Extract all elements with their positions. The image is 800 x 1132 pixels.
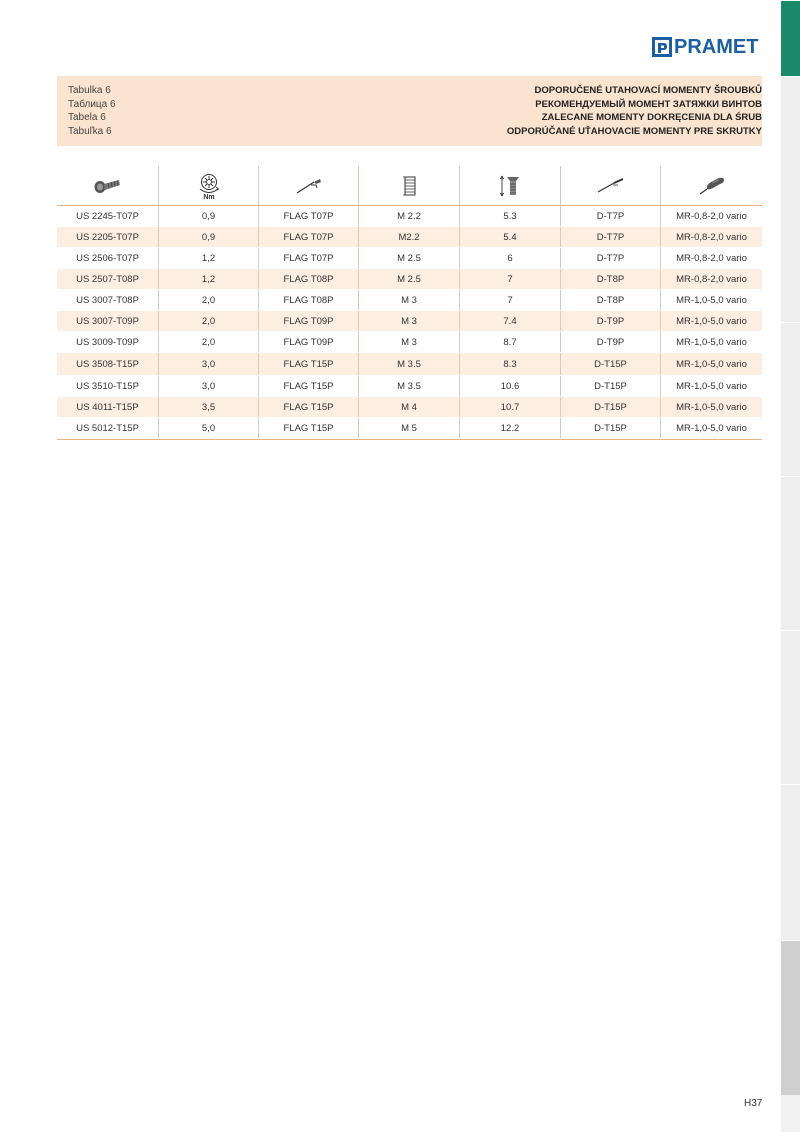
screw-length-cell: 12.2	[459, 418, 560, 438]
thread-size-cell: M 4	[358, 397, 459, 417]
pramet-logo-icon	[652, 37, 672, 57]
screw-code-cell: US 2205-T07P	[76, 231, 139, 243]
key-code-cell: FLAG T15P	[258, 418, 358, 438]
torque-value-cell: 5,0	[158, 418, 258, 438]
screw-length-cell: 8.3	[459, 353, 560, 375]
brand-name: PRAMET	[674, 36, 759, 58]
thread-size-cell: M 5	[358, 418, 459, 438]
thread-icon	[402, 175, 418, 197]
key-code-cell: FLAG T07P	[258, 248, 358, 268]
screw-length-cell: 8.7	[459, 332, 560, 352]
screw-code-cell: US 5012-T15P	[76, 422, 139, 434]
screwdriver-code-cell: D-T15P	[560, 376, 660, 396]
table-row	[57, 353, 762, 376]
side-tab-current[interactable]	[781, 940, 800, 1095]
thread-size-cell: M 2.5	[358, 269, 459, 289]
table-titles	[507, 84, 762, 138]
table-row	[57, 311, 762, 332]
thread-size-cell: M 3.5	[358, 376, 459, 396]
table-row	[57, 248, 762, 269]
table-row	[57, 206, 762, 227]
table-label-cs: Tabulka 6	[68, 85, 111, 96]
table-row	[57, 227, 762, 248]
screw-length-cell: 10.7	[459, 397, 560, 417]
screwdriver-code-cell: D-T9P	[560, 332, 660, 352]
table-bottom-rule	[57, 439, 762, 440]
torque-value-cell: 2,0	[158, 332, 258, 352]
screw-code-cell: US 3009-T09P	[76, 336, 139, 348]
column-length	[459, 166, 561, 205]
thread-size-cell: M2.2	[358, 227, 459, 247]
torque-value-cell: 2,0	[158, 290, 258, 310]
table-caption-band	[57, 76, 762, 146]
key-code-cell: FLAG T08P	[258, 290, 358, 310]
screw-length-cell: 10.6	[459, 376, 560, 396]
torque-table	[57, 166, 762, 440]
thread-size-cell: M 2.5	[358, 248, 459, 268]
thread-size-cell: M 3	[358, 290, 459, 310]
page-number: H37	[744, 1098, 763, 1109]
screw-length-cell: 5.4	[459, 227, 560, 247]
torque-handle-code-cell: MR-1,0-5,0 vario	[660, 397, 762, 417]
screw-code-cell: US 2507-T08P	[76, 273, 139, 285]
table-title-ru: РЕКОМЕНДУЕМЫЙ МОМЕНТ ЗАТЯЖКИ ВИНТОВ	[535, 98, 762, 110]
key-code-cell: FLAG T15P	[258, 397, 358, 417]
screw-length-cell: 5.3	[459, 206, 560, 226]
key-tool-icon	[294, 176, 324, 196]
side-tab[interactable]	[781, 76, 800, 323]
torque-value-cell: 3,0	[158, 353, 258, 375]
screwdriver-code-cell: D-T15P	[560, 353, 660, 375]
torque-value-cell: 2,0	[158, 311, 258, 331]
table-label-pl: Tabela 6	[68, 112, 106, 123]
column-key	[258, 166, 359, 205]
torque-value-cell: 3,0	[158, 376, 258, 396]
torque-value-cell: 0,9	[158, 227, 258, 247]
torque-handle-code-cell: MR-0,8-2,0 vario	[660, 227, 762, 247]
thread-size-cell: M 2.2	[358, 206, 459, 226]
key-code-cell: FLAG T15P	[258, 376, 358, 396]
thread-size-cell: M 3.5	[358, 353, 459, 375]
torque-nm-icon	[196, 172, 222, 200]
table-label-sk: Tabuľka 6	[68, 125, 112, 137]
torque-handle-code-cell: MR-1,0-5,0 vario	[660, 376, 762, 396]
torque-handle-icon	[697, 175, 727, 197]
screwdriver-code-cell: D-T7P	[560, 248, 660, 268]
torque-handle-code-cell: MR-1,0-5,0 vario	[660, 290, 762, 310]
table-number-labels	[68, 84, 116, 138]
screw-length-icon	[499, 174, 523, 198]
torque-handle-code-cell: MR-0,8-2,0 vario	[660, 269, 762, 289]
table-row	[57, 290, 762, 311]
side-tab[interactable]	[781, 322, 800, 477]
key-code-cell: FLAG T09P	[258, 332, 358, 352]
screw-code-cell: US 2506-T07P	[76, 252, 139, 264]
screw-code-cell: US 3508-T15P	[76, 358, 139, 370]
table-row	[57, 397, 762, 418]
screw-length-cell: 6	[459, 248, 560, 268]
torque-value-cell: 1,2	[158, 248, 258, 268]
screw-code-cell: US 3510-T15P	[76, 380, 139, 392]
column-thread	[358, 166, 460, 205]
screwdriver-icon	[596, 176, 626, 196]
table-header-row	[57, 166, 762, 206]
key-code-cell: FLAG T08P	[258, 269, 358, 289]
screw-icon	[93, 176, 123, 196]
column-torque	[158, 166, 259, 205]
screw-code-cell: US 3007-T08P	[76, 294, 139, 306]
svg-text:Nm: Nm	[203, 193, 215, 200]
screw-code-cell: US 2245-T07P	[76, 210, 139, 222]
table-label-ru: Таблица 6	[68, 98, 116, 110]
screw-length-cell: 7.4	[459, 311, 560, 331]
screw-code-cell: US 4011-T15P	[76, 401, 139, 413]
torque-value-cell: 3,5	[158, 397, 258, 417]
table-title-pl: ZALECANE MOMENTY DOKRĘCENIA DLA ŚRUB	[541, 112, 762, 123]
screwdriver-code-cell: D-T7P	[560, 227, 660, 247]
table-title-cs: DOPORUČENÉ UTAHOVACÍ MOMENTY ŠROUBKŮ	[534, 85, 762, 96]
side-tab[interactable]	[781, 630, 800, 785]
table-title-sk: ODPORÚČANÉ UŤAHOVACIE MOMENTY PRE SKRUTKY	[506, 125, 762, 137]
screwdriver-code-cell: D-T7P	[560, 206, 660, 226]
side-tab-active[interactable]	[781, 0, 800, 77]
torque-handle-code-cell: MR-1,0-5,0 vario	[660, 332, 762, 352]
torque-handle-code-cell: MR-1,0-5,0 vario	[660, 353, 762, 375]
table-row	[57, 269, 762, 290]
side-tab[interactable]	[781, 476, 800, 631]
key-code-cell: FLAG T07P	[258, 227, 358, 247]
table-body	[57, 206, 762, 440]
screwdriver-code-cell: D-T8P	[560, 269, 660, 289]
torque-value-cell: 0,9	[158, 206, 258, 226]
screw-length-cell: 7	[459, 269, 560, 289]
table-row	[57, 332, 762, 353]
table-row	[57, 376, 762, 397]
screwdriver-code-cell: D-T15P	[560, 397, 660, 417]
screwdriver-code-cell: D-T9P	[560, 311, 660, 331]
screwdriver-code-cell: D-T15P	[560, 418, 660, 438]
screwdriver-code-cell: D-T8P	[560, 290, 660, 310]
torque-handle-code-cell: MR-1,0-5,0 vario	[660, 311, 762, 331]
side-tab[interactable]	[781, 784, 800, 941]
column-screwdriver	[560, 166, 661, 205]
key-code-cell: FLAG T15P	[258, 353, 358, 375]
screw-length-cell: 7	[459, 290, 560, 310]
column-torque-handle	[660, 166, 763, 205]
table-row	[57, 418, 762, 439]
key-code-cell: FLAG T07P	[258, 206, 358, 226]
key-code-cell: FLAG T09P	[258, 311, 358, 331]
brand-logo	[652, 36, 758, 58]
screw-code-cell: US 3007-T09P	[76, 315, 139, 327]
torque-handle-code-cell: MR-1,0-5,0 vario	[660, 418, 762, 438]
thread-size-cell: M 3	[358, 311, 459, 331]
torque-handle-code-cell: MR-0,8-2,0 vario	[660, 206, 762, 226]
side-index-strip	[781, 0, 800, 1132]
thread-size-cell: M 3	[358, 332, 459, 352]
column-screw	[57, 166, 158, 205]
torque-value-cell: 1,2	[158, 269, 258, 289]
torque-handle-code-cell: MR-0,8-2,0 vario	[660, 248, 762, 268]
